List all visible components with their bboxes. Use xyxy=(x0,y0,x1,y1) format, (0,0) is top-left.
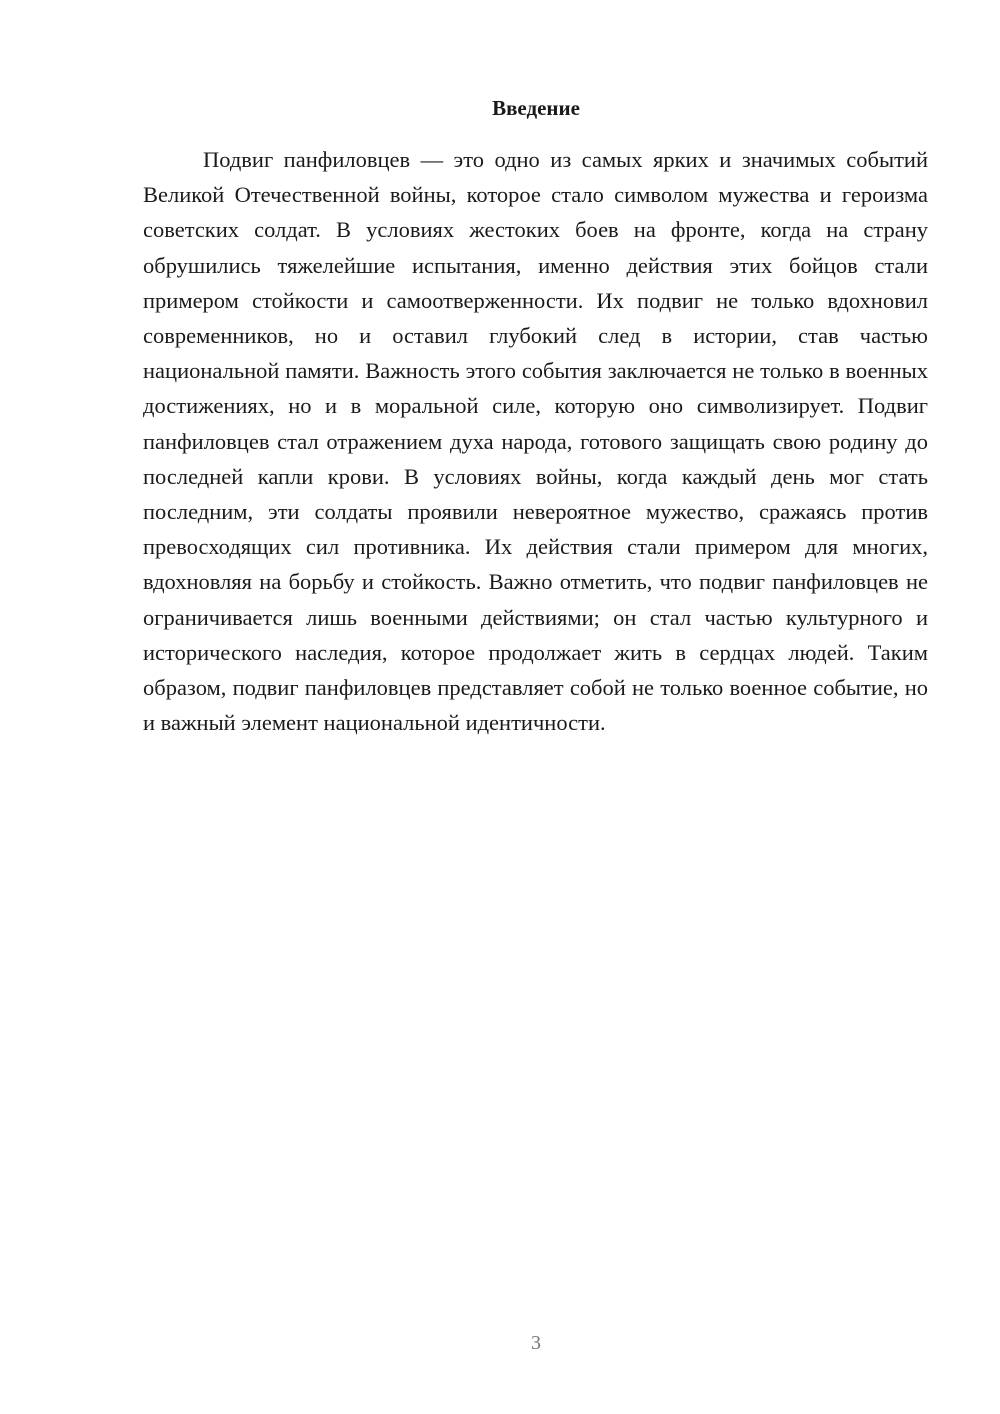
body-paragraph: Подвиг панфиловцев — это одно из самых ярких и значимых событий Великой Отечественной войны, которое стало символом мужества и героизма советских солдат. В условиях жестоких боев на фронте, когда на страну обрушились тяжелейшие испытания, именно действия этих бойцов стали примером стойкости и самоотверженности. Их подвиг не только вдохновил современников, но и оставил глубокий след в истории, став частью национальной памяти. Важность этого события заключается не только в военных достижениях, но и в моральной силе, которую оно символизирует. Подвиг панфиловцев стал отражением духа народа, готового защищать свою родину до последней капли крови. В условиях войны, когда каждый день мог стать последним, эти солдаты проявили невероятное мужество, сражаясь против превосходящих сил противника. Их действия стали примером для многих, вдохновляя на борьбу и стойкость. Важно отметить, что подвиг панфиловцев не ограничивается лишь военными действиями; он стал частью культурного и исторического наследия, которое продолжает жить в сердцах людей. Таким образом, подвиг панфиловцев представляет собой не только военное событие, но и важный элемент национальной идентичности. xyxy=(143,147,928,736)
page-number: 3 xyxy=(531,1332,541,1354)
section-heading: Введение xyxy=(492,96,580,120)
